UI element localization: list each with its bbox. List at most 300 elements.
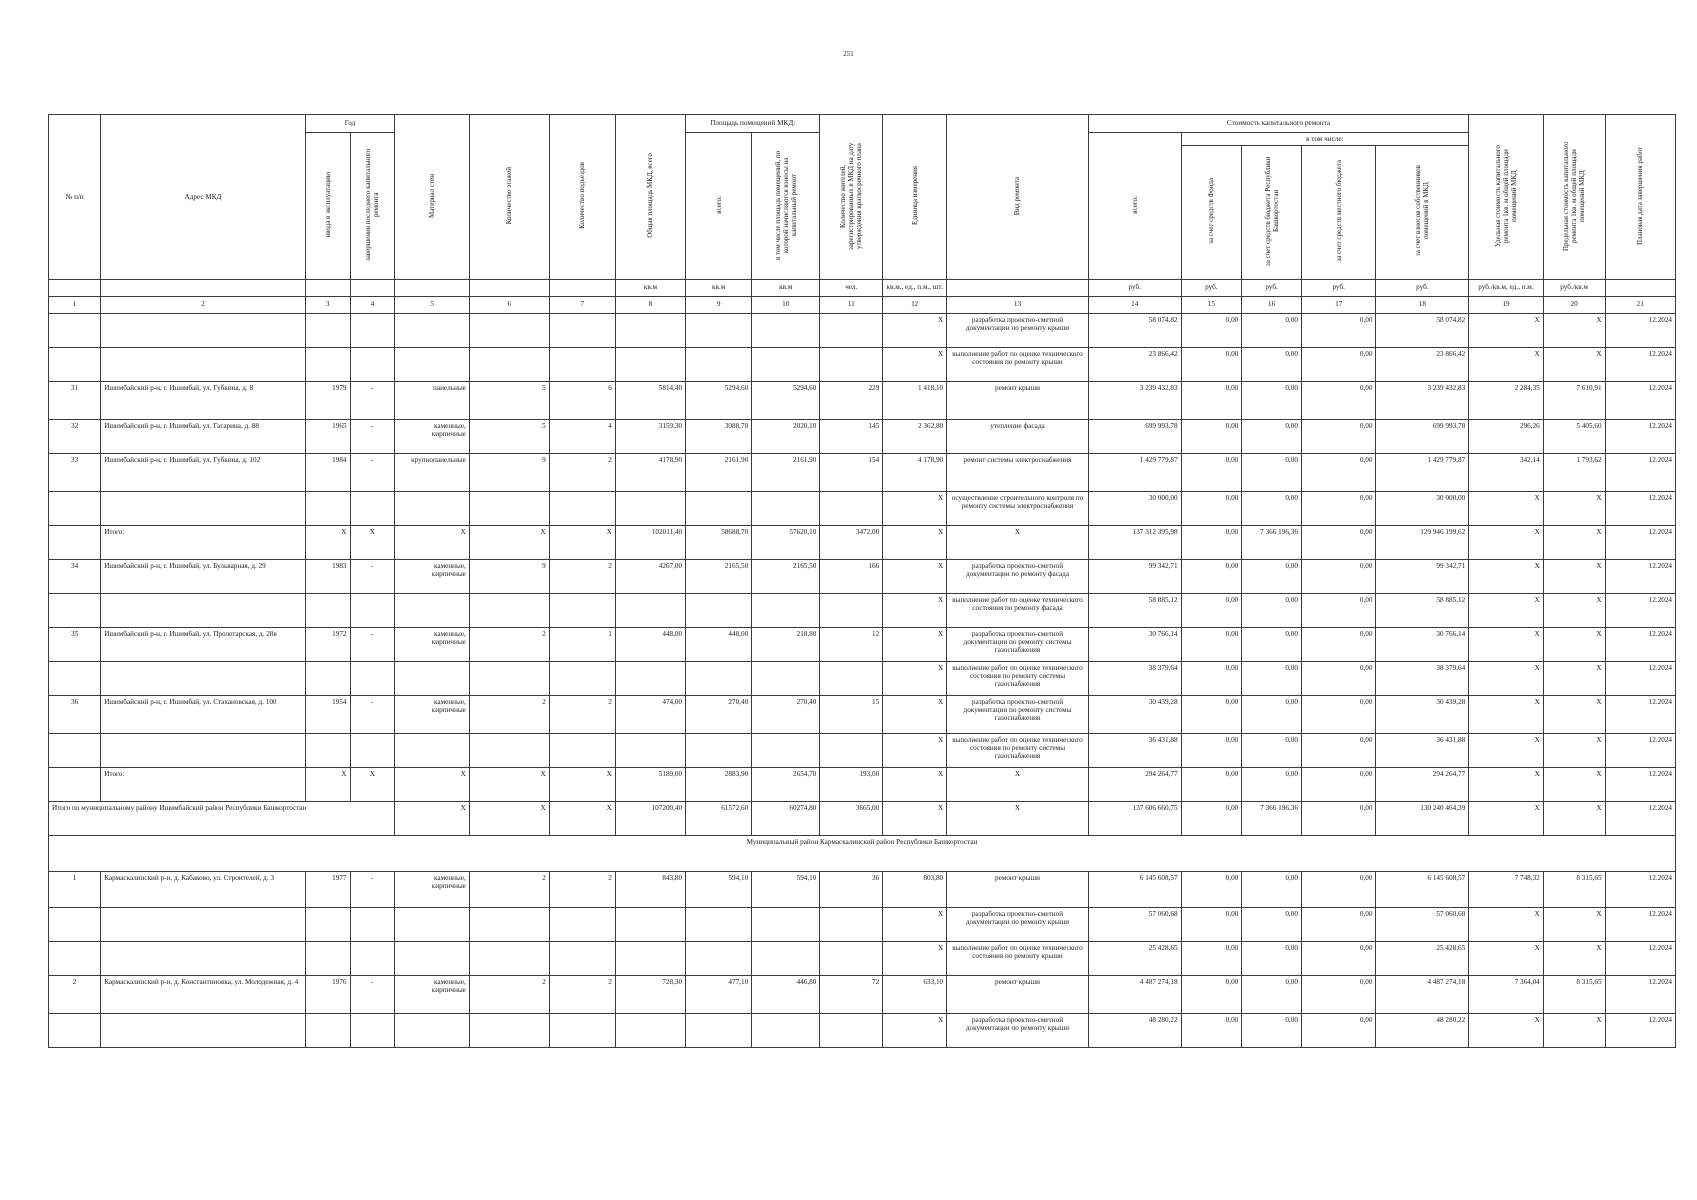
contrib-area-cell: 2165,50: [752, 559, 820, 593]
local-cost-cell: 0,00: [1301, 975, 1376, 1013]
header-no: № п/п: [49, 115, 101, 280]
unit-cell: X: [883, 733, 947, 767]
address-cell: [101, 941, 306, 975]
header-cost: Стоимость капитального ремонта: [1088, 115, 1468, 133]
fund-cost-cell: 0,00: [1181, 491, 1242, 525]
fund-cost-cell: 0,00: [1181, 941, 1242, 975]
total-area-cell: 843,80: [615, 871, 685, 907]
address-cell: [101, 733, 306, 767]
limit-cost-cell: X: [1543, 767, 1605, 801]
unit-cell: X: [883, 907, 947, 941]
fund-cost-cell: 0,00: [1181, 871, 1242, 907]
entrances-cell: [549, 347, 615, 381]
unit-cell: руб.: [1181, 279, 1242, 296]
unit-cell: кв.м: [615, 279, 685, 296]
row-number: [49, 525, 101, 559]
owners-cost-cell: 58 885,12: [1376, 593, 1469, 627]
year-repair-cell: [350, 1013, 395, 1047]
year-repair-cell: -: [350, 419, 395, 453]
unit-cell: 633,10: [883, 975, 947, 1013]
year-commission-cell: [305, 1013, 350, 1047]
local-cost-cell: 0,00: [1301, 559, 1376, 593]
limit-cost-cell: X: [1543, 733, 1605, 767]
entrances-cell: 6: [549, 381, 615, 419]
table-row: [49, 381, 1676, 419]
header-residents: Количество жителей, зарегистрированных в МКД на дату утверждения краткосрочного плана: [820, 115, 883, 280]
header-floors: Количество этажей: [469, 115, 549, 280]
local-cost-cell: 0,00: [1301, 661, 1376, 695]
row-number: [49, 593, 101, 627]
column-number: 20: [1543, 296, 1605, 313]
table-row: [49, 347, 1676, 381]
limit-cost-cell: X: [1543, 695, 1605, 733]
residents-cell: [820, 593, 883, 627]
unit-cost-cell: 7 364,04: [1469, 975, 1544, 1013]
rb-cost-cell: 0,00: [1242, 1013, 1302, 1047]
fund-cost-cell: 0,00: [1181, 801, 1242, 835]
year-commission-cell: 1979: [305, 381, 350, 419]
header-repair-type: Вид ремонта: [947, 115, 1089, 280]
rb-cost-cell: 0,00: [1242, 871, 1302, 907]
residents-cell: [820, 313, 883, 347]
year-commission-cell: 1977: [305, 871, 350, 907]
contrib-area-cell: [752, 593, 820, 627]
year-commission-cell: [305, 491, 350, 525]
column-number: 11: [820, 296, 883, 313]
column-number: 1: [49, 296, 101, 313]
unit-cell: X: [883, 559, 947, 593]
table-row: [49, 767, 1676, 801]
header-owners: за счет взносов собственников помещений в МКД: [1376, 146, 1469, 279]
limit-cost-cell: X: [1543, 593, 1605, 627]
planned-date-cell: 12.2024: [1605, 559, 1675, 593]
year-commission-cell: [305, 941, 350, 975]
local-cost-cell: 0,00: [1301, 593, 1376, 627]
floors-cell: [469, 1013, 549, 1047]
address-cell: Итого:: [101, 525, 306, 559]
year-commission-cell: 1972: [305, 627, 350, 661]
limit-cost-cell: 7 610,91: [1543, 381, 1605, 419]
page-number: 251: [843, 50, 854, 58]
rb-cost-cell: 0,00: [1242, 313, 1302, 347]
address-cell: Ишимбайский р-н, г. Ишимбай, ул. Стахановская, д. 100: [101, 695, 306, 733]
premises-area-cell: [686, 593, 752, 627]
header-planned-date: Плановая дата завершения работ: [1605, 115, 1675, 280]
premises-area-cell: [686, 661, 752, 695]
owners-cost-cell: 699 993,78: [1376, 419, 1469, 453]
cost-total-cell: 58 074,82: [1088, 313, 1181, 347]
rb-cost-cell: 0,00: [1242, 627, 1302, 661]
header-incl: в том числе:: [1181, 133, 1469, 146]
address-cell: Ишимбайский р-н, г. Ишимбай, ул. Бульварная, д. 29: [101, 559, 306, 593]
premises-area-cell: [686, 347, 752, 381]
planned-date-cell: 12.2024: [1605, 661, 1675, 695]
unit-cost-cell: X: [1469, 801, 1544, 835]
local-cost-cell: 0,00: [1301, 491, 1376, 525]
column-number: 19: [1469, 296, 1544, 313]
unit-cell: [101, 279, 306, 296]
rb-cost-cell: 7 366 196,36: [1242, 525, 1302, 559]
table-row: [49, 733, 1676, 767]
column-number: 15: [1181, 296, 1242, 313]
wall-material-cell: панельные: [395, 381, 470, 419]
premises-area-cell: 477,10: [686, 975, 752, 1013]
year-repair-cell: -: [350, 381, 395, 419]
column-number: 5: [395, 296, 470, 313]
row-number: 36: [49, 695, 101, 733]
table-row: [49, 627, 1676, 661]
contrib-area-cell: 2020,10: [752, 419, 820, 453]
unit-cell: [469, 279, 549, 296]
header-entrances: Количество подъездов: [549, 115, 615, 280]
entrances-cell: 4: [549, 419, 615, 453]
year-commission-cell: 1954: [305, 695, 350, 733]
column-number: 8: [615, 296, 685, 313]
unit-cell: [49, 279, 101, 296]
year-repair-cell: [350, 941, 395, 975]
fund-cost-cell: 0,00: [1181, 525, 1242, 559]
total-area-cell: 5189,00: [615, 767, 685, 801]
repair-type-cell: ремонт крыши: [947, 381, 1089, 419]
limit-cost-cell: X: [1543, 559, 1605, 593]
total-area-cell: [615, 313, 685, 347]
column-number: 12: [883, 296, 947, 313]
cost-total-cell: 699 993,78: [1088, 419, 1181, 453]
address-cell: Ишимбайский р-н, г. Ишимбай, ул. Губкина, д. 102: [101, 453, 306, 491]
cost-total-cell: 99 342,71: [1088, 559, 1181, 593]
unit-cell: чел.: [820, 279, 883, 296]
rb-cost-cell: 0,00: [1242, 593, 1302, 627]
unit-cell: X: [883, 313, 947, 347]
cost-total-cell: 25 428,65: [1088, 941, 1181, 975]
unit-cell: 4 178,90: [883, 453, 947, 491]
rb-cost-cell: 0,00: [1242, 453, 1302, 491]
limit-cost-cell: X: [1543, 347, 1605, 381]
year-commission-cell: [305, 593, 350, 627]
cost-total-cell: 30 000,00: [1088, 491, 1181, 525]
fund-cost-cell: 0,00: [1181, 419, 1242, 453]
planned-date-cell: 12.2024: [1605, 801, 1675, 835]
table-row: [49, 1013, 1676, 1047]
unit-cell: 2 362,80: [883, 419, 947, 453]
entrances-cell: X: [549, 801, 615, 835]
rb-cost-cell: 0,00: [1242, 419, 1302, 453]
column-number: 10: [752, 296, 820, 313]
limit-cost-cell: X: [1543, 313, 1605, 347]
year-commission-cell: [305, 347, 350, 381]
unit-cost-cell: X: [1469, 313, 1544, 347]
address-cell: [101, 661, 306, 695]
fund-cost-cell: 0,00: [1181, 313, 1242, 347]
entrances-cell: 2: [549, 559, 615, 593]
contrib-area-cell: [752, 1013, 820, 1047]
local-cost-cell: 0,00: [1301, 801, 1376, 835]
premises-area-cell: [686, 907, 752, 941]
limit-cost-cell: 5 405,60: [1543, 419, 1605, 453]
unit-cell: X: [883, 491, 947, 525]
unit-cell: руб.: [1376, 279, 1469, 296]
residents-cell: 15: [820, 695, 883, 733]
unit-cell: X: [883, 767, 947, 801]
column-number: 4: [350, 296, 395, 313]
repair-type-cell: утепление фасада: [947, 419, 1089, 453]
rb-cost-cell: 0,00: [1242, 661, 1302, 695]
contrib-area-cell: 594,10: [752, 871, 820, 907]
contrib-area-cell: 57620,10: [752, 525, 820, 559]
unit-cost-cell: 342,14: [1469, 453, 1544, 491]
fund-cost-cell: 0,00: [1181, 381, 1242, 419]
unit-cost-cell: X: [1469, 767, 1544, 801]
wall-material-cell: каменные, кирпичные: [395, 559, 470, 593]
unit-cell: [350, 279, 395, 296]
entrances-cell: 2: [549, 871, 615, 907]
year-repair-cell: -: [350, 453, 395, 491]
wall-material-cell: каменные, кирпичные: [395, 627, 470, 661]
floors-cell: [469, 347, 549, 381]
local-cost-cell: 0,00: [1301, 695, 1376, 733]
owners-cost-cell: 3 239 432,83: [1376, 381, 1469, 419]
year-repair-cell: [350, 907, 395, 941]
owners-cost-cell: 6 145 608,57: [1376, 871, 1469, 907]
residents-cell: [820, 907, 883, 941]
wall-material-cell: X: [395, 767, 470, 801]
year-repair-cell: [350, 491, 395, 525]
unit-cell: [395, 279, 470, 296]
repair-type-cell: разработка проектно-сметной документации по ремонту системы газоснабжения: [947, 627, 1089, 661]
fund-cost-cell: 0,00: [1181, 733, 1242, 767]
premises-area-cell: 448,00: [686, 627, 752, 661]
cost-total-cell: 58 885,12: [1088, 593, 1181, 627]
owners-cost-cell: 25 428,65: [1376, 941, 1469, 975]
limit-cost-cell: X: [1543, 627, 1605, 661]
local-cost-cell: 0,00: [1301, 313, 1376, 347]
entrances-cell: 1: [549, 627, 615, 661]
floors-cell: X: [469, 525, 549, 559]
header-cost-total: всего:: [1088, 133, 1181, 280]
floors-cell: [469, 941, 549, 975]
wall-material-cell: каменные, кирпичные: [395, 695, 470, 733]
limit-cost-cell: X: [1543, 801, 1605, 835]
row-number: [49, 1013, 101, 1047]
planned-date-cell: 12.2024: [1605, 695, 1675, 733]
premises-area-cell: [686, 491, 752, 525]
entrances-cell: [549, 733, 615, 767]
cost-total-cell: 57 060,68: [1088, 907, 1181, 941]
floors-cell: 9: [469, 453, 549, 491]
row-number: [49, 733, 101, 767]
residents-cell: [820, 347, 883, 381]
address-cell: Кармаскалинский р-н, д. Кабаково, ул. Строителей, д. 3: [101, 871, 306, 907]
unit-cell: кв.м: [686, 279, 752, 296]
contrib-area-cell: [752, 347, 820, 381]
local-cost-cell: 0,00: [1301, 525, 1376, 559]
local-cost-cell: 0,00: [1301, 347, 1376, 381]
cost-total-cell: 48 280,22: [1088, 1013, 1181, 1047]
entrances-cell: 2: [549, 975, 615, 1013]
unit-cell: X: [883, 627, 947, 661]
year-repair-cell: -: [350, 695, 395, 733]
unit-cost-cell: 7 748,32: [1469, 871, 1544, 907]
table-header: [49, 115, 1676, 314]
repair-type-cell: осуществление строительного контроля по ремонту системы электроснабжения: [947, 491, 1089, 525]
column-number: 21: [1605, 296, 1675, 313]
residents-cell: [820, 661, 883, 695]
repair-type-cell: выполнение работ по оценке технического состояния по ремонту крыши: [947, 347, 1089, 381]
row-number: 2: [49, 975, 101, 1013]
unit-cost-cell: X: [1469, 525, 1544, 559]
repair-type-cell: X: [947, 801, 1089, 835]
header-limit-cost: Предельная стоимость капитального ремонта 1кв. м общей площади помещений МКД: [1543, 115, 1605, 280]
entrances-cell: 2: [549, 453, 615, 491]
residents-cell: 154: [820, 453, 883, 491]
contrib-area-cell: [752, 491, 820, 525]
cost-total-cell: 6 145 608,57: [1088, 871, 1181, 907]
contrib-area-cell: 2161,90: [752, 453, 820, 491]
contrib-area-cell: [752, 661, 820, 695]
total-area-cell: [615, 491, 685, 525]
header-year-commission: ввода в эксплуатацию: [305, 133, 350, 280]
floors-cell: 2: [469, 627, 549, 661]
contrib-area-cell: [752, 313, 820, 347]
planned-date-cell: 12.2024: [1605, 593, 1675, 627]
rb-cost-cell: 0,00: [1242, 941, 1302, 975]
floors-cell: X: [469, 801, 549, 835]
repair-type-cell: разработка проектно-сметной документации по ремонту крыши: [947, 907, 1089, 941]
wall-material-cell: [395, 491, 470, 525]
year-repair-cell: [350, 733, 395, 767]
address-cell: [101, 1013, 306, 1047]
column-number: 2: [101, 296, 306, 313]
total-area-cell: [615, 1013, 685, 1047]
repair-type-cell: ремонт системы электроснабжения: [947, 453, 1089, 491]
year-repair-cell: X: [350, 767, 395, 801]
owners-cost-cell: 294 264,77: [1376, 767, 1469, 801]
planned-date-cell: 12.2024: [1605, 975, 1675, 1013]
unit-cost-cell: X: [1469, 695, 1544, 733]
contrib-area-cell: 270,40: [752, 695, 820, 733]
repair-type-cell: выполнение работ по оценке технического состояния по ремонту системы газоснабжения: [947, 733, 1089, 767]
row-number: [49, 907, 101, 941]
residents-cell: 166: [820, 559, 883, 593]
rb-cost-cell: 0,00: [1242, 491, 1302, 525]
residents-cell: 36: [820, 871, 883, 907]
year-commission-cell: 1984: [305, 453, 350, 491]
rb-cost-cell: 0,00: [1242, 733, 1302, 767]
entrances-cell: [549, 491, 615, 525]
unit-cell: X: [883, 525, 947, 559]
cost-total-cell: 294 264,77: [1088, 767, 1181, 801]
repair-type-cell: разработка проектно-сметной документации по ремонту крыши: [947, 1013, 1089, 1047]
planned-date-cell: 12.2024: [1605, 381, 1675, 419]
total-area-cell: 4267,00: [615, 559, 685, 593]
unit-cell: X: [883, 347, 947, 381]
header-rb: за счет средств бюджета Республики Башкортостан: [1242, 146, 1302, 279]
planned-date-cell: 12.2024: [1605, 627, 1675, 661]
unit-cell: X: [883, 593, 947, 627]
planned-date-cell: 12.2024: [1605, 1013, 1675, 1047]
limit-cost-cell: X: [1543, 525, 1605, 559]
wall-material-cell: [395, 593, 470, 627]
year-commission-cell: [305, 733, 350, 767]
wall-material-cell: каменные, кирпичные: [395, 975, 470, 1013]
owners-cost-cell: 30 766,14: [1376, 627, 1469, 661]
owners-cost-cell: 129 946 199,62: [1376, 525, 1469, 559]
floors-cell: [469, 661, 549, 695]
local-cost-cell: 0,00: [1301, 1013, 1376, 1047]
wall-material-cell: каменные, кирпичные: [395, 419, 470, 453]
fund-cost-cell: 0,00: [1181, 453, 1242, 491]
table-row: [49, 453, 1676, 491]
row-number: [49, 313, 101, 347]
table-row: [49, 593, 1676, 627]
wall-material-cell: [395, 1013, 470, 1047]
unit-cell: руб.: [1242, 279, 1302, 296]
unit-cell: 803,80: [883, 871, 947, 907]
header-unit-cost: Удельная стоимость капитального ремонта 1кв. м общей площади помещений МКД: [1469, 115, 1544, 280]
local-cost-cell: 0,00: [1301, 419, 1376, 453]
year-repair-cell: -: [350, 559, 395, 593]
row-number: 34: [49, 559, 101, 593]
cost-total-cell: 1 429 779,87: [1088, 453, 1181, 491]
entrances-cell: [549, 907, 615, 941]
contrib-area-cell: [752, 733, 820, 767]
unit-cell: кв.м., ед., п.м., шт.: [883, 279, 947, 296]
floors-cell: 2: [469, 975, 549, 1013]
owners-cost-cell: 38 379,64: [1376, 661, 1469, 695]
repair-type-cell: разработка проектно-сметной документации по ремонту крыши: [947, 313, 1089, 347]
column-number: 3: [305, 296, 350, 313]
year-commission-cell: 1976: [305, 975, 350, 1013]
owners-cost-cell: 4 487 274,18: [1376, 975, 1469, 1013]
owners-cost-cell: 58 074,82: [1376, 313, 1469, 347]
header-premises-area: Площадь помещений МКД:: [686, 115, 820, 133]
limit-cost-cell: 1 793,62: [1543, 453, 1605, 491]
rb-cost-cell: 0,00: [1242, 907, 1302, 941]
contrib-area-cell: 218,80: [752, 627, 820, 661]
contrib-area-cell: [752, 907, 820, 941]
rb-cost-cell: 0,00: [1242, 381, 1302, 419]
repair-type-cell: X: [947, 767, 1089, 801]
fund-cost-cell: 0,00: [1181, 1013, 1242, 1047]
rb-cost-cell: 0,00: [1242, 695, 1302, 733]
planned-date-cell: 12.2024: [1605, 525, 1675, 559]
limit-cost-cell: X: [1543, 907, 1605, 941]
owners-cost-cell: 36 431,88: [1376, 733, 1469, 767]
residents-cell: 3472,00: [820, 525, 883, 559]
unit-cell: [947, 279, 1089, 296]
wall-material-cell: [395, 907, 470, 941]
column-number: 7: [549, 296, 615, 313]
unit-cost-cell: X: [1469, 907, 1544, 941]
table-row: [49, 907, 1676, 941]
table-row: [49, 975, 1676, 1013]
header-local: за счет средств местного бюджета: [1301, 146, 1376, 279]
repair-type-cell: выполнение работ по оценке технического состояния по ремонту фасада: [947, 593, 1089, 627]
wall-material-cell: [395, 733, 470, 767]
fund-cost-cell: 0,00: [1181, 907, 1242, 941]
residents-cell: [820, 1013, 883, 1047]
row-number: [49, 491, 101, 525]
table-row: [49, 313, 1676, 347]
repair-type-cell: ремонт крыши: [947, 975, 1089, 1013]
planned-date-cell: 12.2024: [1605, 347, 1675, 381]
cost-total-cell: 3 239 432,83: [1088, 381, 1181, 419]
cost-total-cell: 30 439,28: [1088, 695, 1181, 733]
entrances-cell: [549, 661, 615, 695]
header-premises-contrib: в том числе площадь помещений, по которой начисляются взносы на капитальный ремонт: [752, 133, 820, 280]
residents-cell: 12: [820, 627, 883, 661]
year-commission-cell: 1965: [305, 419, 350, 453]
